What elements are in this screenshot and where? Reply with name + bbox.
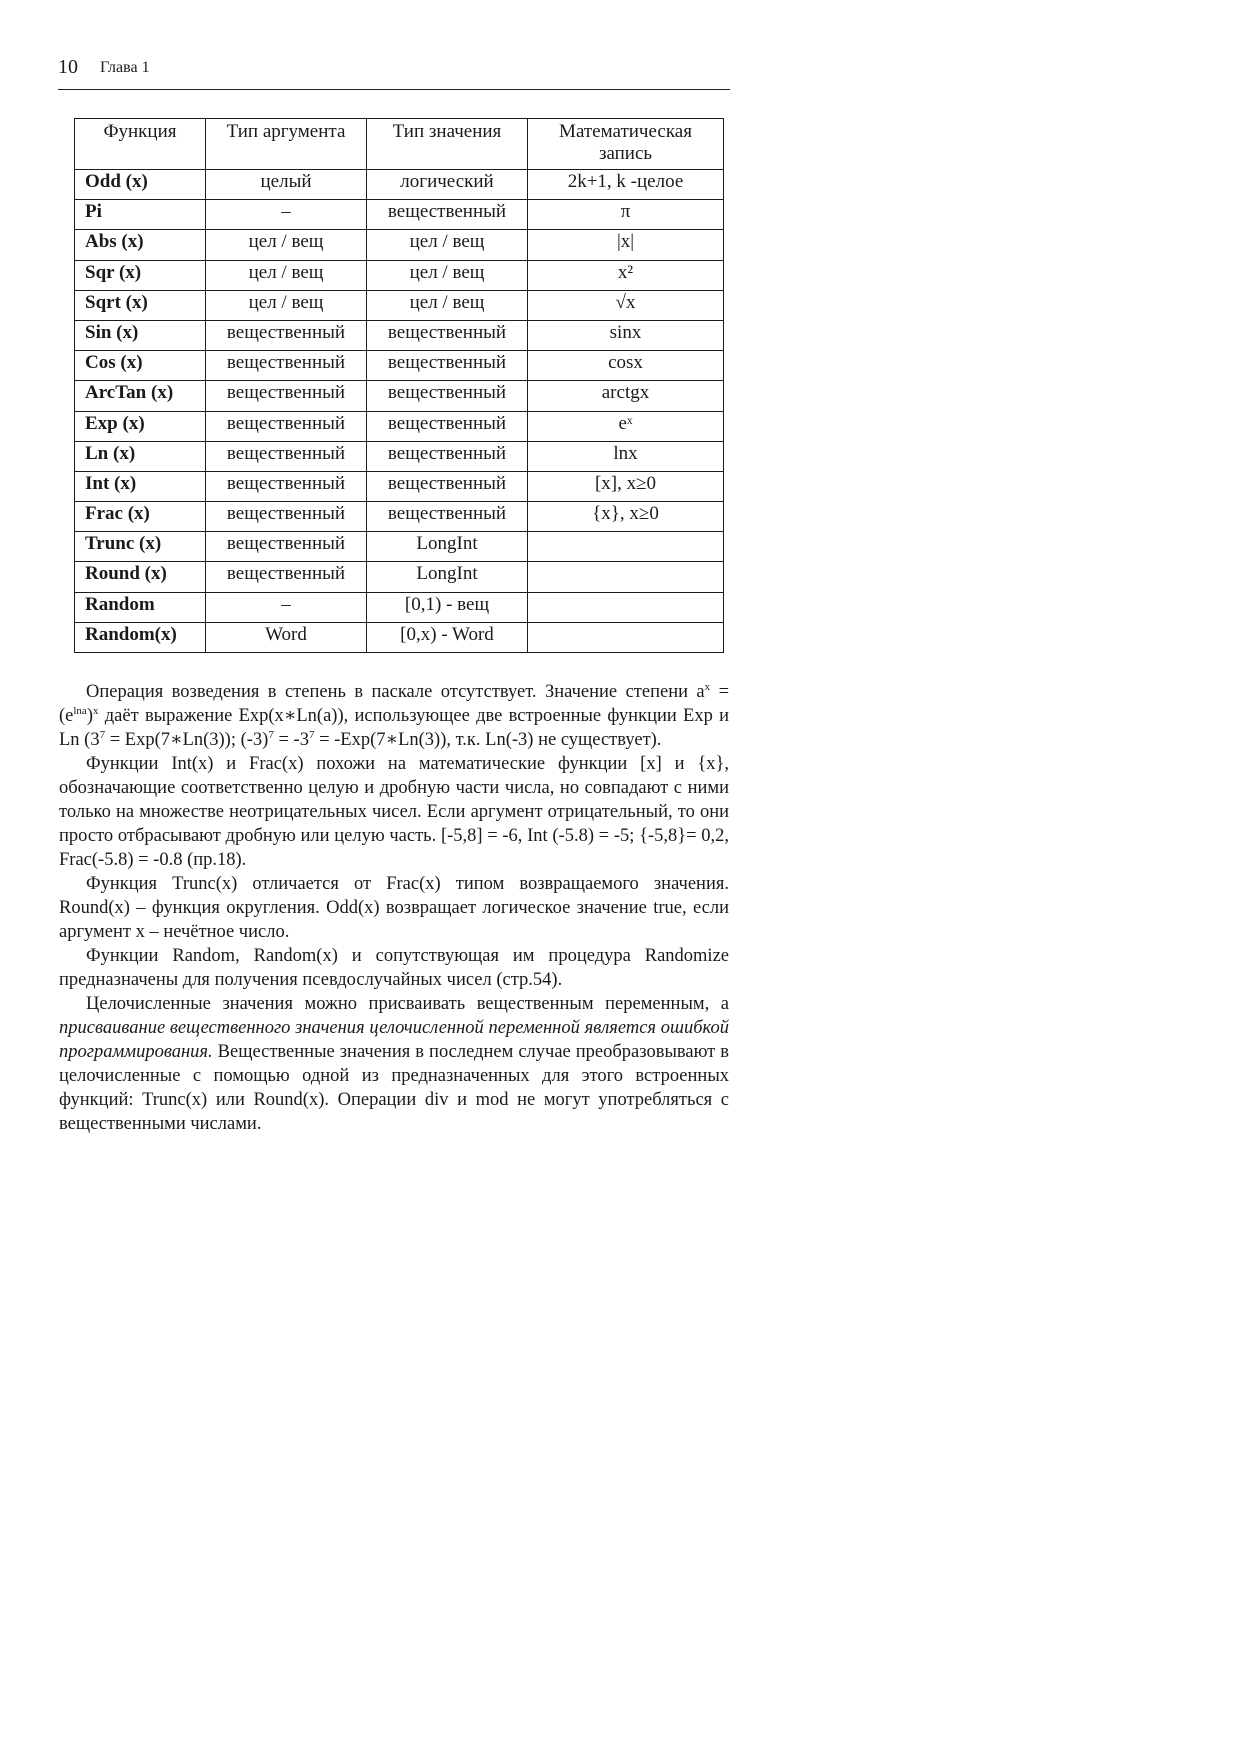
- header-value-type: Тип значения: [367, 119, 528, 170]
- table-row: [75, 381, 724, 411]
- cell-function: Trunc (x): [75, 532, 206, 562]
- cell-function: Odd (x): [75, 170, 206, 200]
- table-row: [75, 170, 724, 200]
- table-row: [75, 351, 724, 381]
- cell-function: Int (x): [75, 471, 206, 501]
- cell-value-type: цел / вещ: [367, 260, 528, 290]
- cell-value-type: логический: [367, 170, 528, 200]
- functions-table: [74, 118, 724, 653]
- cell-value-type: LongInt: [367, 532, 528, 562]
- cell-math-notation: [528, 532, 724, 562]
- paragraph-trunc-round: Функция Trunc(x) отличается от Frac(x) типом возвращаемого значения. Round(x) – функция округления. Odd(x) возвращает логическое значение true, если аргумент x – нечётное число.: [59, 874, 729, 942]
- table-row: [75, 290, 724, 320]
- cell-math-notation: sinx: [528, 320, 724, 350]
- cell-value-type: LongInt: [367, 562, 528, 592]
- cell-math-notation: x²: [528, 260, 724, 290]
- cell-argument-type: вещественный: [206, 471, 367, 501]
- chapter-title: Глава 1: [100, 59, 150, 76]
- cell-math-notation: {x}, x≥0: [528, 502, 724, 532]
- cell-math-notation: [x], x≥0: [528, 471, 724, 501]
- table-row: [75, 471, 724, 501]
- cell-function: Cos (x): [75, 351, 206, 381]
- cell-math-notation: 2k+1, k -целое: [528, 170, 724, 200]
- header-math-notation: Математическая запись: [528, 119, 724, 170]
- table-body: [75, 170, 724, 653]
- cell-math-notation: |x|: [528, 230, 724, 260]
- page-number: 10: [58, 56, 78, 78]
- table-row: [75, 200, 724, 230]
- cell-argument-type: цел / вещ: [206, 290, 367, 320]
- cell-argument-type: вещественный: [206, 441, 367, 471]
- cell-argument-type: –: [206, 200, 367, 230]
- cell-argument-type: вещественный: [206, 381, 367, 411]
- cell-function: Sqr (x): [75, 260, 206, 290]
- cell-function: Ln (x): [75, 441, 206, 471]
- cell-argument-type: цел / вещ: [206, 260, 367, 290]
- cell-argument-type: целый: [206, 170, 367, 200]
- cell-function: Sin (x): [75, 320, 206, 350]
- functions-table-wrap: [74, 118, 724, 653]
- cell-math-notation: [528, 592, 724, 622]
- table-row: [75, 562, 724, 592]
- cell-function: Frac (x): [75, 502, 206, 532]
- cell-function: Random: [75, 592, 206, 622]
- cell-value-type: вещественный: [367, 351, 528, 381]
- cell-value-type: вещественный: [367, 320, 528, 350]
- cell-function: Random(x): [75, 622, 206, 652]
- cell-argument-type: –: [206, 592, 367, 622]
- table-header-row: [75, 119, 724, 170]
- cell-argument-type: вещественный: [206, 532, 367, 562]
- cell-math-notation: eˣ: [528, 411, 724, 441]
- cell-argument-type: вещественный: [206, 320, 367, 350]
- paragraph-power: Операция возведения в степень в паскале отсутствует. Значение степени $a^x = (e^{lna})^x$ даёт выражение Exp(x∗Ln(a)), использующее две встроенные функции Exp и Ln ($3^7$ = Exp(7∗Ln(3)); $(-3)^7 = -3^7$ = -Exp(7∗Ln(3)), т.к. Ln(-3) не существует).: [59, 681, 730, 750]
- table-row: [75, 260, 724, 290]
- cell-value-type: цел / вещ: [367, 230, 528, 260]
- table-row: [75, 411, 724, 441]
- cell-value-type: вещественный: [367, 441, 528, 471]
- cell-function: ArcTan (x): [75, 381, 206, 411]
- cell-value-type: вещественный: [367, 471, 528, 501]
- cell-math-notation: [528, 622, 724, 652]
- page-header: [58, 56, 730, 86]
- header-function: Функция: [75, 119, 206, 170]
- paragraph-assignment: Целочисленные значения можно присваивать вещественным переменным, а присваивание вещественного значения целочисленной переменной является ошибкой программирования. Вещественные значения в последнем случае преобразовывают в целочисленные с помощью одной из предназначенных для этого встроенных функций: Trunc(x) или Round(x). Операции div и mod не могут употребляться с вещественными числами.: [59, 994, 729, 1134]
- cell-function: Abs (x): [75, 230, 206, 260]
- header-argument-type: Тип аргумента: [206, 119, 367, 170]
- cell-function: Pi: [75, 200, 206, 230]
- cell-value-type: цел / вещ: [367, 290, 528, 320]
- table-row: [75, 320, 724, 350]
- table-row: [75, 532, 724, 562]
- cell-value-type: вещественный: [367, 502, 528, 532]
- cell-value-type: [0,x) - Word: [367, 622, 528, 652]
- body-text: [59, 680, 729, 1136]
- header-rule: [58, 89, 730, 90]
- cell-math-notation: arctgx: [528, 381, 724, 411]
- cell-value-type: вещественный: [367, 411, 528, 441]
- cell-math-notation: cosx: [528, 351, 724, 381]
- cell-function: Sqrt (x): [75, 290, 206, 320]
- cell-function: Exp (x): [75, 411, 206, 441]
- cell-function: Round (x): [75, 562, 206, 592]
- cell-math-notation: [528, 562, 724, 592]
- cell-argument-type: вещественный: [206, 411, 367, 441]
- paragraph-int-frac: Функции Int(x) и Frac(x) похожи на математические функции [x] и {x}, обозначающие соответственно целую и дробную части числа, но совпадают с ними только на множестве неотрицательных чисел. Если аргумент отрицательный, то они просто отбрасывают дробную или целую часть. [-5,8] = -6, Int (-5.8) = -5; {-5,8}= 0,2, Frac(-5.8) = -0.8 (пр.18).: [59, 754, 729, 870]
- cell-value-type: вещественный: [367, 200, 528, 230]
- cell-value-type: [0,1) - вещ: [367, 592, 528, 622]
- cell-math-notation: √x: [528, 290, 724, 320]
- cell-argument-type: цел / вещ: [206, 230, 367, 260]
- cell-argument-type: вещественный: [206, 502, 367, 532]
- table-row: [75, 441, 724, 471]
- table-row: [75, 622, 724, 652]
- cell-value-type: вещественный: [367, 381, 528, 411]
- cell-argument-type: вещественный: [206, 351, 367, 381]
- cell-argument-type: Word: [206, 622, 367, 652]
- cell-argument-type: вещественный: [206, 562, 367, 592]
- table-row: [75, 230, 724, 260]
- cell-math-notation: π: [528, 200, 724, 230]
- paragraph-random: Функции Random, Random(x) и сопутствующая им процедура Randomize предназначены для получения псевдослучайных чисел (стр.54).: [59, 946, 729, 990]
- table-row: [75, 502, 724, 532]
- cell-math-notation: lnx: [528, 441, 724, 471]
- table-row: [75, 592, 724, 622]
